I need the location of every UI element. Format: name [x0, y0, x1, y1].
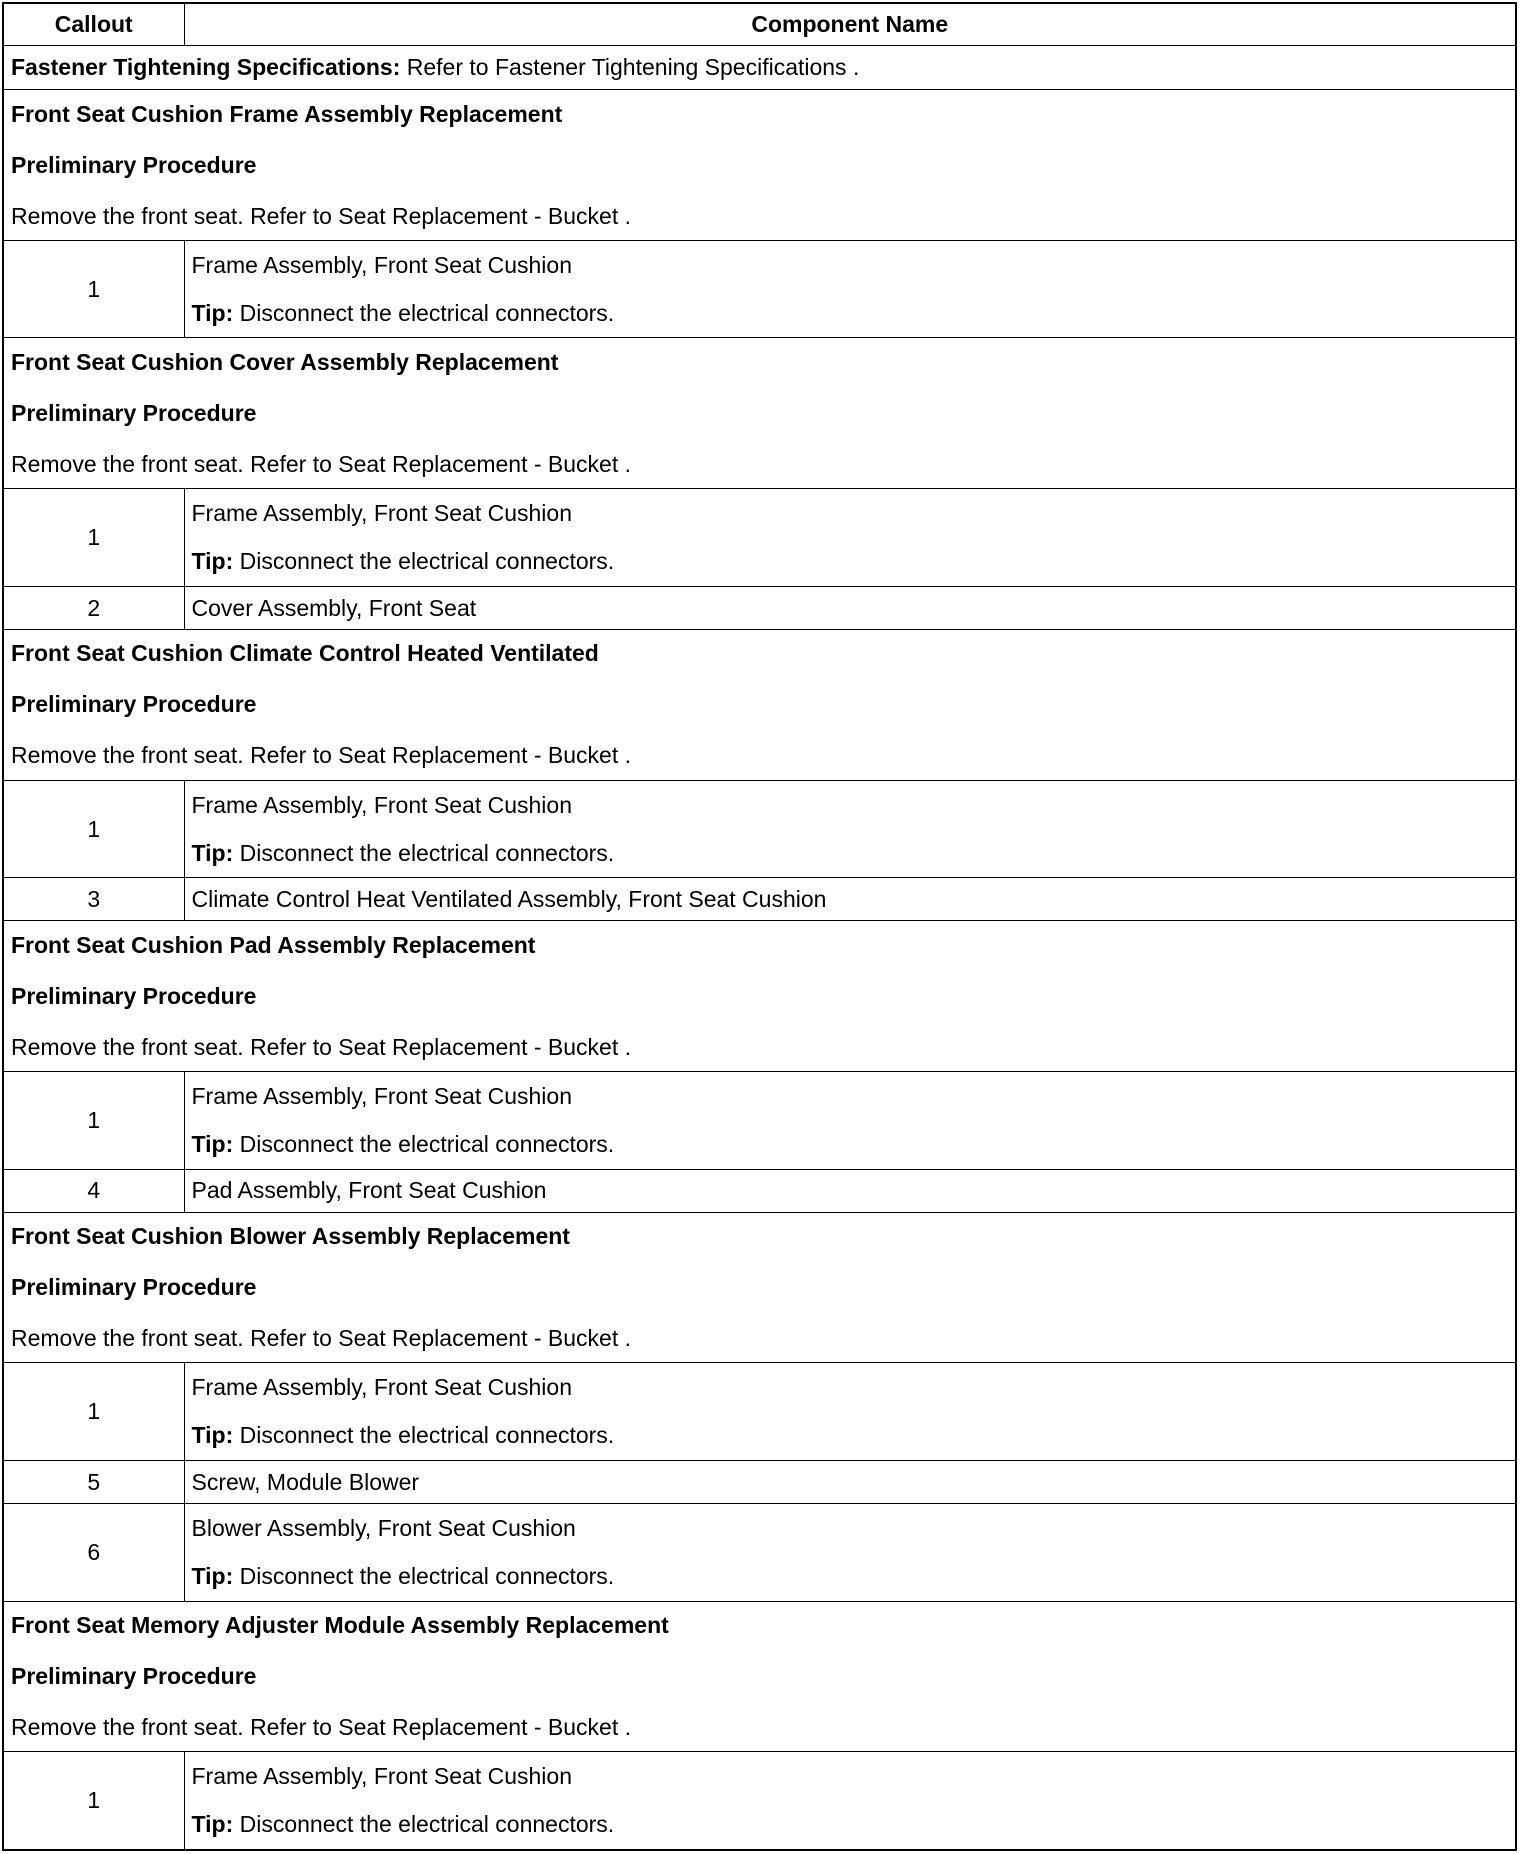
table-row — [3, 1503, 1516, 1601]
callout-number: 1 — [3, 780, 184, 878]
fastener-row — [3, 46, 1516, 90]
tip-label: Tip: — [191, 1131, 234, 1158]
tip-label: Tip: — [191, 299, 234, 326]
table-row — [3, 1169, 1516, 1212]
component-name-header: Component Name — [184, 3, 1516, 46]
section-header-cell — [3, 1601, 1516, 1752]
preliminary-text[interactable]: Remove the front seat. Refer to Seat Replacement - Bucket . — [11, 1325, 632, 1352]
table-header-row — [3, 3, 1516, 46]
component-cell — [184, 1072, 1516, 1170]
section-title: Front Seat Cushion Cover Assembly Replacement — [11, 349, 559, 376]
section-header-cell — [3, 629, 1516, 780]
callout-number: 2 — [3, 586, 184, 629]
table-row — [3, 489, 1516, 587]
section-header-row — [3, 921, 1516, 1072]
section-header-cell — [3, 921, 1516, 1072]
preliminary-heading: Preliminary Procedure — [11, 1663, 257, 1690]
preliminary-text[interactable]: Remove the front seat. Refer to Seat Replacement - Bucket . — [11, 202, 632, 229]
callout-number: 3 — [3, 878, 184, 921]
tip-line — [192, 289, 1509, 337]
section-title: Front Seat Cushion Blower Assembly Replacement — [11, 1223, 570, 1250]
preliminary-heading: Preliminary Procedure — [11, 151, 257, 178]
component-name: Blower Assembly, Front Seat Cushion — [191, 1515, 576, 1541]
callout-number: 5 — [3, 1460, 184, 1503]
section-header-cell — [3, 90, 1516, 241]
section-header-cell — [3, 1212, 1516, 1363]
callout-number: 1 — [3, 1363, 184, 1461]
section-header-row — [3, 90, 1516, 241]
preliminary-heading: Preliminary Procedure — [11, 400, 257, 427]
tip-text: Disconnect the electrical connectors. — [239, 1811, 615, 1838]
component-name: Screw, Module Blower — [184, 1460, 1516, 1503]
tip-line — [192, 829, 1509, 877]
preliminary-heading: Preliminary Procedure — [11, 1274, 257, 1301]
component-name: Frame Assembly, Front Seat Cushion — [191, 251, 572, 278]
tip-line — [192, 1412, 1509, 1460]
component-name: Frame Assembly, Front Seat Cushion — [191, 1083, 572, 1110]
component-name: Pad Assembly, Front Seat Cushion — [184, 1169, 1516, 1212]
callout-number: 1 — [3, 240, 184, 338]
tip-line — [192, 538, 1509, 586]
fastener-cell — [3, 46, 1516, 90]
callout-header: Callout — [3, 3, 184, 46]
tip-text: Disconnect the electrical connectors. — [239, 1131, 615, 1158]
component-cell — [184, 1363, 1516, 1461]
section-title: Front Seat Cushion Frame Assembly Replacement — [11, 100, 563, 127]
section-header-row — [3, 629, 1516, 780]
section-title: Front Seat Cushion Climate Control Heated Ventilated — [11, 640, 599, 667]
section-header-row — [3, 338, 1516, 489]
component-cell — [184, 1752, 1516, 1850]
table-row — [3, 586, 1516, 629]
component-name: Frame Assembly, Front Seat Cushion — [191, 1374, 572, 1401]
component-name: Cover Assembly, Front Seat — [184, 586, 1516, 629]
tip-label: Tip: — [191, 1422, 234, 1449]
component-cell — [184, 489, 1516, 587]
component-cell — [184, 240, 1516, 338]
component-name: Frame Assembly, Front Seat Cushion — [191, 500, 572, 527]
tip-line — [192, 1120, 1509, 1168]
component-table — [2, 2, 1517, 1851]
preliminary-heading: Preliminary Procedure — [11, 691, 257, 718]
callout-number: 4 — [3, 1169, 184, 1212]
preliminary-heading: Preliminary Procedure — [11, 982, 257, 1009]
section-header-row — [3, 1601, 1516, 1752]
table-row — [3, 240, 1516, 338]
component-cell — [184, 1503, 1516, 1601]
tip-label: Tip: — [191, 548, 234, 575]
tip-label: Tip: — [191, 1811, 234, 1838]
tip-line — [192, 1552, 1509, 1600]
section-header-row — [3, 1212, 1516, 1363]
tip-text: Disconnect the electrical connectors. — [239, 1563, 615, 1589]
callout-number: 1 — [3, 1072, 184, 1170]
fastener-label: Fastener Tightening Specifications: — [11, 54, 401, 81]
table-row — [3, 1460, 1516, 1503]
preliminary-text[interactable]: Remove the front seat. Refer to Seat Replacement - Bucket . — [11, 451, 632, 478]
tip-label: Tip: — [191, 1563, 234, 1589]
component-name: Climate Control Heat Ventilated Assembly, Front Seat Cushion — [184, 878, 1516, 921]
tip-label: Tip: — [191, 839, 234, 866]
callout-number: 1 — [3, 1752, 184, 1850]
preliminary-text[interactable]: Remove the front seat. Refer to Seat Replacement - Bucket . — [11, 742, 632, 769]
table-row — [3, 1363, 1516, 1461]
section-header-cell — [3, 338, 1516, 489]
table-row — [3, 780, 1516, 878]
table-row — [3, 1072, 1516, 1170]
table-row — [3, 878, 1516, 921]
callout-number: 1 — [3, 489, 184, 587]
table-row — [3, 1752, 1516, 1850]
preliminary-text[interactable]: Remove the front seat. Refer to Seat Replacement - Bucket . — [11, 1714, 632, 1741]
preliminary-text[interactable]: Remove the front seat. Refer to Seat Replacement - Bucket . — [11, 1033, 632, 1060]
component-name: Frame Assembly, Front Seat Cushion — [191, 791, 572, 818]
component-name: Frame Assembly, Front Seat Cushion — [191, 1763, 572, 1790]
fastener-link[interactable]: Refer to Fastener Tightening Specifications . — [406, 54, 860, 81]
section-title: Front Seat Cushion Pad Assembly Replacement — [11, 931, 536, 958]
section-title: Front Seat Memory Adjuster Module Assembly Replacement — [11, 1612, 669, 1639]
tip-text: Disconnect the electrical connectors. — [239, 1422, 615, 1449]
tip-text: Disconnect the electrical connectors. — [239, 299, 615, 326]
tip-text: Disconnect the electrical connectors. — [239, 839, 615, 866]
tip-line — [192, 1801, 1509, 1849]
callout-number: 6 — [3, 1503, 184, 1601]
component-cell — [184, 780, 1516, 878]
tip-text: Disconnect the electrical connectors. — [239, 548, 615, 575]
